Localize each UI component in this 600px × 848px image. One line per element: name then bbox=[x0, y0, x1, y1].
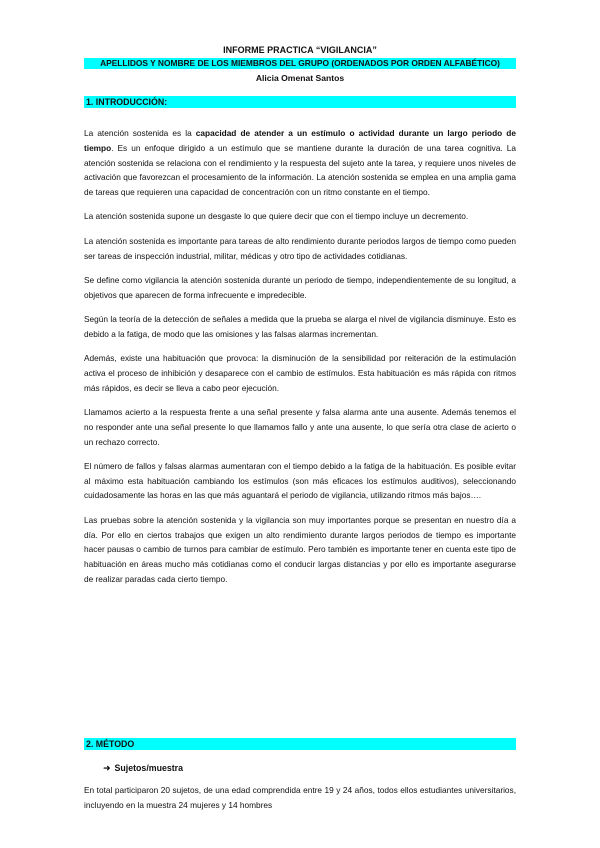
intro-paragraph-6: Además, existe una habituación que provoca: la disminución de la sensibilidad por reiteración de la estimulación activa el proceso de inhibición y desaparece con el cambio de estímulos. Esta habituación es más rápida con ritmos más rápidos, es decir se lleva a cabo peor ejecución. bbox=[84, 353, 516, 393]
author-name: Alicia Omenat Santos bbox=[255, 73, 345, 83]
intro-p1-bold: capacidad de atender a un estímulo o actividad durante un largo periodo de tiempo bbox=[84, 128, 516, 153]
intro-paragraph-1 bbox=[84, 126, 516, 200]
intro-p1-text-rest: . Es un enfoque dirigido a un estímulo que se mantiene durante la duración de una tarea cognitiva. La atención sostenida se relaciona con el rendimiento y la respuesta del sujeto ante la tarea, y requiere unos niveles de activación que favorezcan el procesamiento de la información. La atención sostenida se emplea en una amplia gama de tareas que requieren una capacidad de concentración con un ritmo constante en el tiempo. bbox=[84, 142, 516, 198]
intro-paragraph-5: Según la teoría de la detección de señales a medida que la prueba se alarga el nivel de vigilancia disminuye. Esto es debido a la fatiga, de modo que las omisiones y las falsas alarmas incrementan. bbox=[84, 313, 516, 339]
members-heading: APELLIDOS Y NOMBRE DE LOS MIEMBROS DEL GRUPO (ORDENADOS POR ORDEN ALFABÉTICO) bbox=[84, 58, 516, 69]
intro-paragraph-4: Se define como vigilancia la atención sostenida durante un periodo de tiempo, independientemente de su longitud, a objetivos que aparecen de forma infrecuente e impredecible. bbox=[84, 274, 516, 300]
arrow-bullet-icon: ➜ bbox=[103, 763, 111, 773]
intro-body bbox=[84, 126, 516, 596]
report-title: INFORME PRACTICA “VIGILANCIA” bbox=[223, 45, 377, 55]
section-intro-heading: 1. INTRODUCCIÓN: bbox=[84, 96, 516, 108]
method-subheading-label: Sujetos/muestra bbox=[114, 763, 183, 773]
intro-paragraph-9: Las pruebas sobre la atención sostenida y la vigilancia son muy importantes porque se presentan en nuestro día a día. Por ello en ciertos trabajos que exigen un alto rendimiento durante largos periodos de tiempo es importante hacer pausas o cambio de turnos para cambiar de estímulo. Pero también es importante tener en cuenta este tipo de habituación en áreas mucho más cotidianas como el conducir largas distancias y por ello es importante asegurarse de realizar paradas cada cierto tiempo. bbox=[84, 514, 516, 584]
section-method-heading: 2. MÉTODO bbox=[84, 738, 516, 750]
intro-paragraph-8: El número de fallos y falsas alarmas aumentaran con el tiempo debido a la fatiga de la habituación. Es posible evitar al máximo esta habituación cambiando los estímulos (son más eficaces los estímulos auditivos), seleccionando cuidadosamente las horas en las que más aguantará el periodo de vigilancia, utilizando ritmos más bajos…. bbox=[84, 460, 516, 501]
intro-p1-text: La atención sostenida es la bbox=[84, 128, 196, 138]
intro-paragraph-3: La atención sostenida es importante para tareas de alto rendimiento durante periodos largos de tiempo como pueden ser tareas de inspección industrial, militar, médicas y otro tipo de actividades cotidianas. bbox=[84, 235, 516, 261]
method-paragraph-1: En total participaron 20 sujetos, de una edad comprendida entre 19 y 24 años, todos ellos estudiantes universitarios, incluyendo en la muestra 24 mujeres y 14 hombres bbox=[84, 785, 516, 810]
intro-paragraph-2: La atención sostenida supone un desgaste lo que quiere decir que con el tiempo incluye un decremento. bbox=[84, 211, 469, 222]
intro-paragraph-7: Llamamos acierto a la respuesta frente a una señal presente y falsa alarma ante una ausente. Además tenemos el no responder ante una señal presente lo que llamamos fallo y ante una ausente, lo que sería otra clase de acierto o un rechazo correcto. bbox=[84, 406, 516, 447]
method-subheading bbox=[103, 763, 183, 774]
